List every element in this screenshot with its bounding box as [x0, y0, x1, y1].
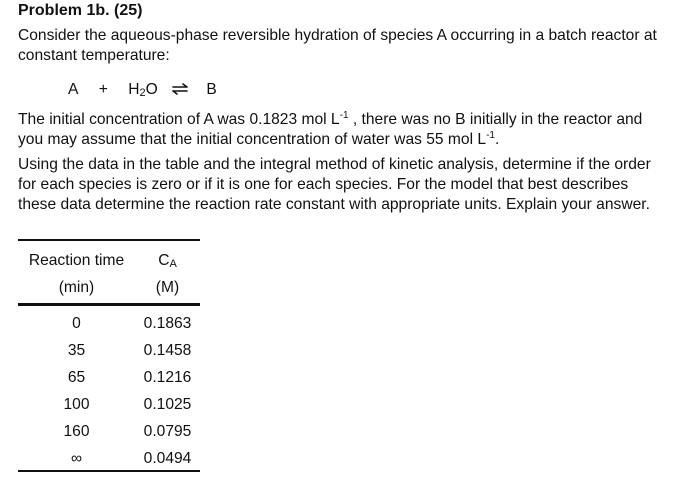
concentration-cell: 0.1025: [143, 396, 192, 413]
reaction-equation: [68, 80, 217, 100]
table-bottom-rule: [18, 470, 200, 472]
intro-paragraph: Consider the aqueous-phase reversible hydration of species A occurring in a batch reactor at constant temperature:: [18, 27, 657, 64]
problem-title: Problem 1b. (25): [18, 2, 143, 19]
product-b: B: [206, 81, 217, 98]
water-h: H: [128, 81, 140, 98]
time-cell: 65: [67, 369, 86, 386]
initial-text-part-1: The initial concentration of A was 0.1823 mol L: [18, 111, 340, 128]
concentration-cell: 0.1863: [143, 315, 192, 332]
plus-sign: +: [98, 81, 108, 98]
table-header-rule: [18, 303, 200, 306]
concentration-cell: 0.1216: [143, 369, 192, 386]
time-header: Reaction time: [28, 252, 125, 269]
water-o: O: [145, 81, 158, 98]
initial-exponent-2: -1: [486, 130, 495, 141]
time-cell: 0: [72, 315, 81, 332]
time-cell-infinity: ∞: [70, 450, 83, 467]
equilibrium-arrow-icon: [172, 83, 188, 95]
data-table: [18, 239, 200, 475]
initial-text-part-2: , there was no B initially in the reactor and you may assume that the initial concentration of water was 55 mol L: [18, 111, 643, 148]
initial-text-part-3: .: [494, 131, 500, 148]
concentration-cell: 0.0795: [143, 423, 192, 440]
water-formula: [128, 80, 158, 100]
time-cell: 160: [63, 423, 90, 440]
reactant-a: A: [68, 81, 79, 98]
initial-conditions-paragraph: [18, 110, 670, 150]
concentration-cell: 0.0494: [143, 450, 192, 467]
table-top-rule: [18, 239, 200, 241]
concentration-cell: 0.1458: [143, 342, 192, 359]
concentration-unit: (M): [155, 279, 180, 296]
water-subscript: 2: [139, 87, 146, 99]
initial-exponent-1: -1: [339, 110, 349, 121]
task-paragraph: Using the data in the table and the integral method of kinetic analysis, determine if the order for each species is zero or if it is one for each species. For the model that best describes these data determine the reaction rate constant with appropriate units. Explain your answer.: [18, 156, 651, 213]
concentration-symbol: C: [158, 252, 170, 269]
concentration-header: [135, 251, 200, 271]
time-unit: (min): [58, 279, 95, 296]
time-cell: 100: [63, 396, 90, 413]
time-cell: 35: [67, 342, 86, 359]
concentration-subscript: A: [169, 258, 177, 270]
